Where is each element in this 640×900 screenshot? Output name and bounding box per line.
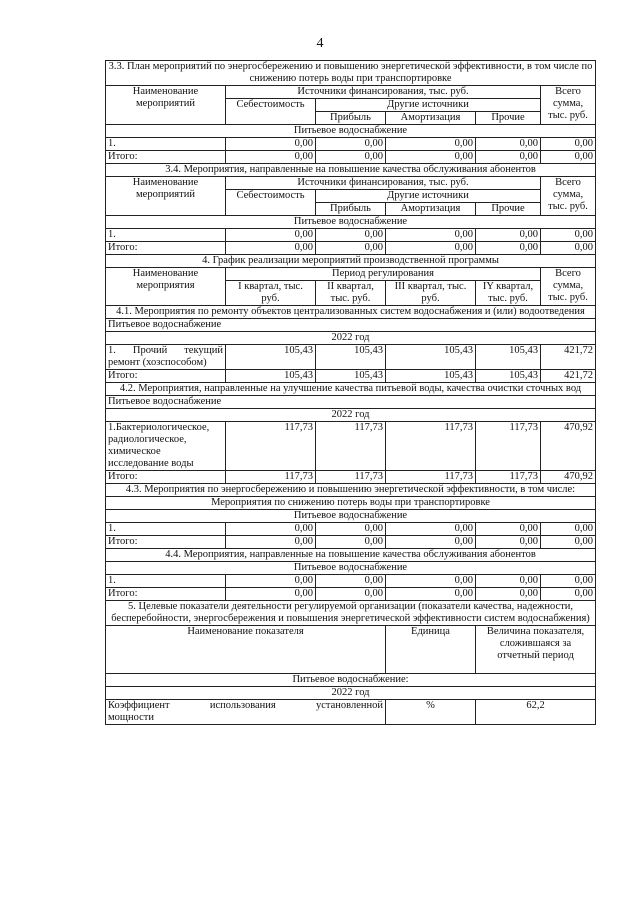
q4-header: IY квартал, тыс. руб.	[476, 281, 541, 306]
section-4-title: 4. График реализации мероприятий производственной программы	[106, 255, 596, 268]
table-row: 1. 0,00 0,00 0,00 0,00 0,00	[106, 229, 596, 242]
section-4-2-title: 4.2. Мероприятия, направленные на улучшение качества питьевой воды, качества очистки сточных вод	[106, 383, 596, 396]
section-3-4-title: 3.4. Мероприятия, направленные на повышение качества обслуживания абонентов	[106, 164, 596, 177]
table-row: 1. 0,00 0,00 0,00 0,00 0,00	[106, 575, 596, 588]
table-row: 1. 0,00 0,00 0,00 0,00 0,00	[106, 523, 596, 536]
q1-header: I квартал, тыс. руб.	[226, 281, 316, 306]
total-row: Итого: 105,43 105,43 105,43 105,43 421,72	[106, 370, 596, 383]
year-label: 2022 год	[106, 687, 596, 700]
cost-header: Себестоимость	[226, 190, 316, 216]
section-3-3-header-row	[106, 86, 596, 99]
col-name-header: Наименование мероприятий	[106, 86, 226, 125]
q3-header: III квартал, тыс. руб.	[386, 281, 476, 306]
q2-header: II квартал, тыс. руб.	[316, 281, 386, 306]
section-4-3-title: 4.3. Мероприятия по энергосбережению и повышению энергетической эффективности, в том числе:	[106, 484, 596, 497]
col-name-header: Наименование мероприятия	[106, 268, 226, 306]
col-name-header: Наименование мероприятий	[106, 177, 226, 216]
profit-header: Прибыль	[316, 112, 386, 125]
other-header: Прочие	[476, 112, 541, 125]
amortization-header: Амортизация	[386, 203, 476, 216]
total-row: Итого: 117,73 117,73 117,73 117,73 470,92	[106, 471, 596, 484]
table-row: 1. 0,00 0,00 0,00 0,00 0,00	[106, 138, 596, 151]
total-header: Всего сумма, тыс. руб.	[541, 177, 596, 216]
total-row: Итого: 0,00 0,00 0,00 0,00 0,00	[106, 588, 596, 601]
other-header: Прочие	[476, 203, 541, 216]
period-header: Период регулирования	[226, 268, 541, 281]
table-row	[106, 700, 596, 725]
section-3-3-title: 3.3. План мероприятий по энергосбережению и повышению энергетической эффективности, в том числе по снижению потерь воды при транспортировке	[106, 61, 596, 86]
row-name: 1.Бактериологическое, радиологическое, химическое исследование воды	[106, 422, 226, 471]
drinking-water-label: Питьевое водоснабжение	[106, 396, 596, 409]
section-4-4-title: 4.4. Мероприятия, направленные на повышение качества обслуживания абонентов	[106, 549, 596, 562]
drinking-water-label: Питьевое водоснабжение:	[106, 674, 596, 687]
section-5-title: 5. Целевые показатели деятельности регулируемой организации (показатели качества, надежности, бесперебойности, энергосбережения и повышения энергетической эффективности систем водоснабжения)	[106, 601, 596, 626]
table-row: 1.Бактериологическое, радиологическое, химическое исследование воды 117,73 117,73 117,73 117,73 470,92	[106, 422, 596, 471]
section-4-3-subtitle: Мероприятия по снижению потерь воды при транспортировке	[106, 497, 596, 510]
amortization-header: Амортизация	[386, 112, 476, 125]
drinking-water-label: Питьевое водоснабжение	[106, 125, 596, 138]
other-sources-header: Другие источники	[316, 190, 541, 203]
drinking-water-label: Питьевое водоснабжение	[106, 216, 596, 229]
section-3-3-title-row	[106, 61, 596, 86]
indicator-name: Коэффициент использования установленной мощности	[106, 700, 386, 725]
table-row: 1. Прочий текущий ремонт (хозспособом) 105,43 105,43 105,43 105,43 421,72	[106, 345, 596, 370]
total-row: Итого: 0,00 0,00 0,00 0,00 0,00	[106, 242, 596, 255]
drinking-water-label: Питьевое водоснабжение	[106, 319, 596, 332]
value-header: Величина показателя, сложившаяся за отчетный период	[476, 626, 596, 674]
drinking-water-label: Питьевое водоснабжение	[106, 562, 596, 575]
indicator-header: Наименование показателя	[106, 626, 386, 674]
total-header: Всего сумма, тыс. руб.	[541, 268, 596, 306]
production-program-table	[105, 60, 596, 725]
year-label: 2022 год	[106, 409, 596, 422]
indicator-unit: %	[386, 700, 476, 725]
row-name: 1. Прочий текущий ремонт (хозспособом)	[106, 345, 226, 370]
drinking-water-label: Питьевое водоснабжение	[106, 510, 596, 523]
other-sources-header: Другие источники	[316, 99, 541, 112]
total-row: Итого: 0,00 0,00 0,00 0,00 0,00	[106, 536, 596, 549]
unit-header: Единица	[386, 626, 476, 674]
total-row: Итого: 0,00 0,00 0,00 0,00 0,00	[106, 151, 596, 164]
total-header: Всего сумма, тыс. руб.	[541, 86, 596, 125]
page-number: 4	[316, 36, 324, 51]
funding-sources-header: Источники финансирования, тыс. руб.	[226, 86, 541, 99]
section-4-1-title: 4.1. Мероприятия по ремонту объектов централизованных систем водоснабжения и (или) водоотведения	[106, 306, 596, 319]
cost-header: Себестоимость	[226, 99, 316, 125]
funding-sources-header: Источники финансирования, тыс. руб.	[226, 177, 541, 190]
indicator-value: 62,2	[476, 700, 596, 725]
profit-header: Прибыль	[316, 203, 386, 216]
year-label: 2022 год	[106, 332, 596, 345]
